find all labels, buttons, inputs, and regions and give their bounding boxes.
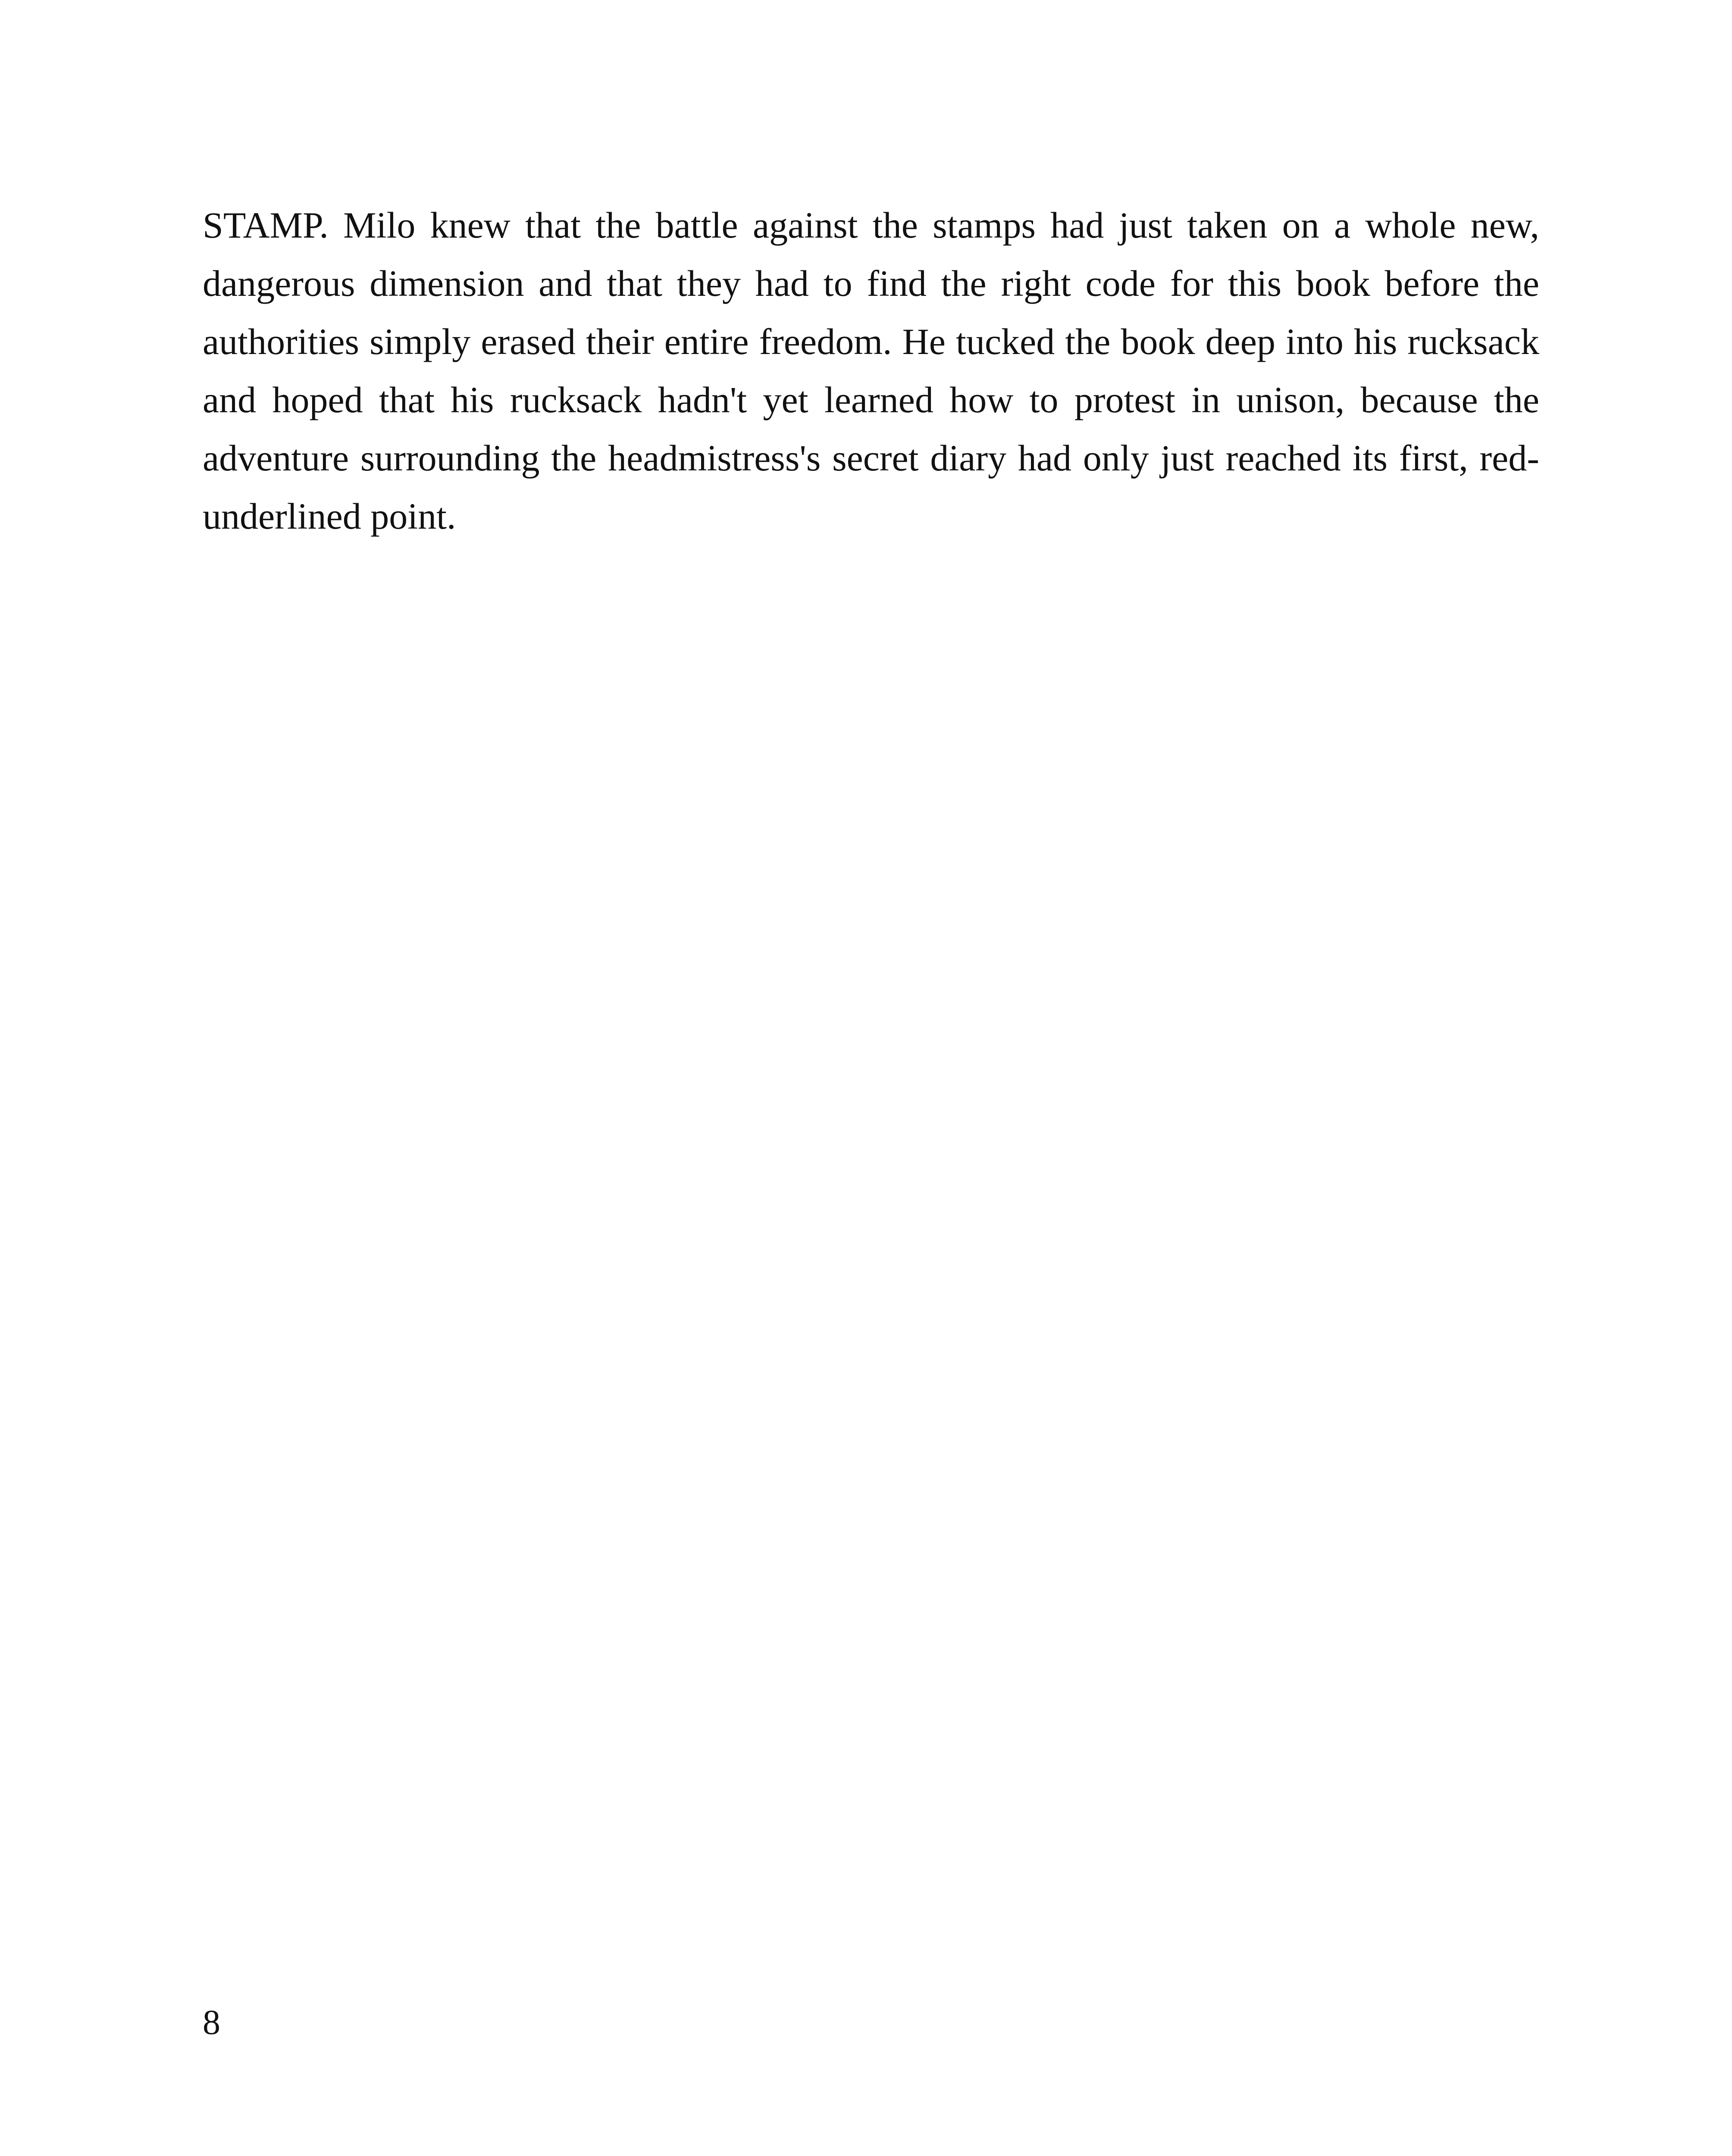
page-number: 8 [203, 2002, 220, 2042]
body-paragraph: STAMP. Milo knew that the battle against the stamps had just taken on a whole new, dangerous dimension and that they had to find the right code for this book before the authorities simply erased their entire freedom. He tucked the book deep into his rucksack and hoped that his rucksack hadn't yet learned how to protest in unison, because the adventure surrounding the headmistress's secret diary had only just reached its first, red-underlined point. [203, 204, 1539, 537]
